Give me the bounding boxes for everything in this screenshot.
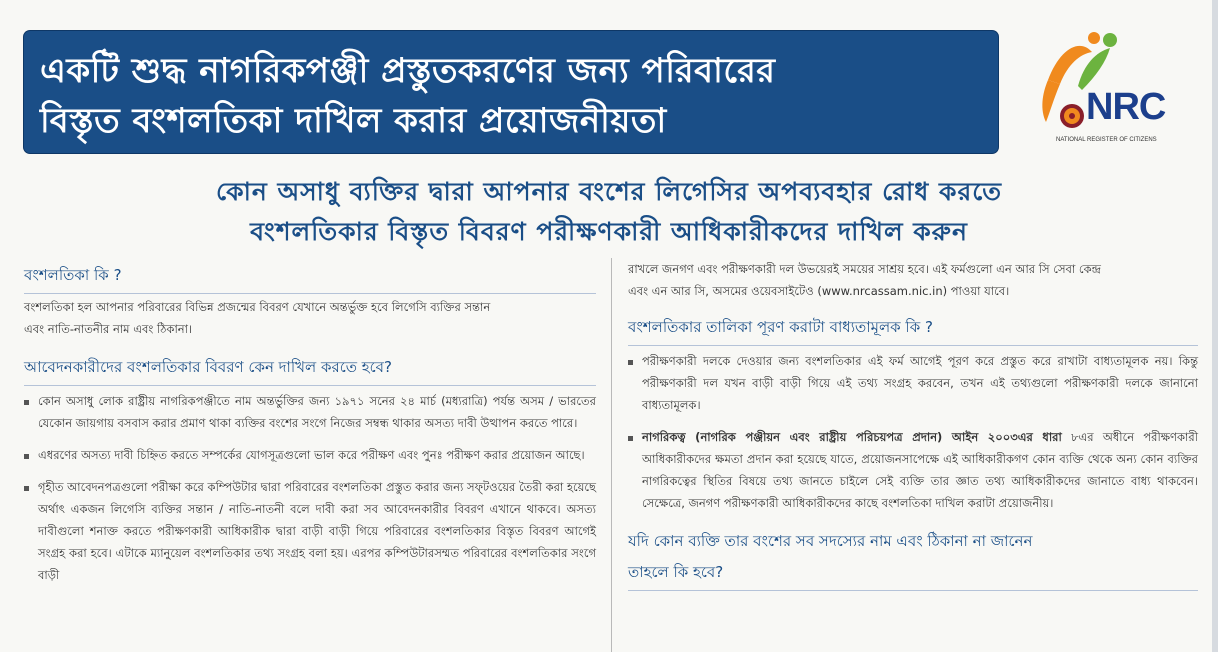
- continued-paragraph-line-2: এবং এন আর সি, অসমের ওয়েবসাইটেও (www.nrcassam.nic.in) পাওয়া যাবে।: [628, 284, 1010, 298]
- page-edge: [1212, 0, 1218, 652]
- logo-wordmark: NRC: [1086, 86, 1166, 128]
- title-banner: [24, 31, 998, 153]
- question-heading-what-is-family-tree: বংশলতিকা কি ?: [24, 264, 596, 294]
- left-column: [24, 258, 596, 586]
- question-heading-why-submit: আবেদনকারীদের বংশলতিকার বিবরণ কেন দাখিল করতে হবে?: [24, 356, 596, 386]
- bullet-square-icon: [628, 350, 642, 416]
- question-heading-is-mandatory: বংশলতিকার তালিকা পূরণ করাটা বাধ্যতামূলক কি ?: [628, 316, 1198, 346]
- bullet-item: [628, 426, 1198, 514]
- bullet-item: [24, 476, 596, 586]
- question-heading-unknown-members-line-2: তাহলে কি হবে?: [628, 561, 1198, 591]
- subheading-line-2: বংশলতিকার বিস্তৃত বিবরণ পরীক্ষণকারী আধিকারীকদের দাখিল করুন: [250, 217, 968, 246]
- nrc-logo: [1020, 28, 1200, 153]
- answer-paragraph-line-1: বংশলতিকা হল আপনার পরিবারের বিভিন্ন প্রজন্মের বিবরণ যেখানে অন্তর্ভুক্ত হবে লিগেসি ব্যক্তির সন্তান: [24, 300, 491, 314]
- bullet-item: [24, 390, 596, 434]
- subheading-line-1: কোন অসাধু ব্যক্তির দ্বারা আপনার বংশের লিগেসির অপব্যবহার রোধ করতে: [215, 177, 1002, 206]
- bullet-square-icon: [628, 426, 642, 514]
- bullet-text: গৃহীত আবেদনপত্রগুলো পরীক্ষা করে কম্পিউটার দ্বারা পরিবারের বংশলতিকা প্রস্তুত করার জন্য সফ্‌টওয়ের তৈরী করা হয়েছে অর্থাৎ একজন লিগেসি ব্যক্তির সন্তান / নাতি-নাতনী বলে দাবী করা সব আবেদনকারীর বিবরণ এখানে থাকবে। অসত্য দাবীগুলো শনাক্ত করতে পরীক্ষণকারী আধিকারীক দ্বারা বাড়ী বাড়ী গিয়ে পরিবারের বংশলতিকার বিস্তৃত বিবরণ আগেই সংগ্রহ করা হবে। এটাকে ম্যানুয়েল বংশলতিকার তথ্য সংগ্রহ বলা হয়। এরপর কম্পিউটারসম্মত পরিবারের বংশলতিকার সংগে বাড়ী: [38, 480, 596, 582]
- banner-title-line-1: একটি শুদ্ধ নাগরিকপঞ্জী প্রস্তুতকরণের জন্য পরিবারের: [40, 51, 776, 91]
- logo-subtitle: NATIONAL REGISTER OF CITIZENS: [1056, 137, 1157, 143]
- bullet-item: [24, 444, 596, 466]
- bullet-square-icon: [24, 444, 38, 466]
- bullet-text: [642, 426, 1198, 514]
- column-divider: [611, 258, 612, 652]
- continued-paragraph-line-1: রাখলে জনগণ এবং পরীক্ষণকারী দল উভয়েরই সময়ের সাশ্রয় হবে। এই ফর্মগুলো এন আর সি সেবা কেন্দ্র: [628, 262, 1101, 276]
- bullet-text: কোন অসাধু লোক রাষ্ট্রীয় নাগরিকপঞ্জীতে নাম অন্তর্ভুক্তির জন্য ১৯৭১ সনের ২৪ মার্চ (মধ্যরাত্রি) পর্যন্ত অসম / ভারতের যেকোন জায়গায় বসবাস করার প্রমাণ থাকা ব্যক্তির বংশের সংগে নিজের সম্বন্ধ থাকার অসত্য দাবী উত্থাপন করতে পারে।: [38, 394, 596, 430]
- bullet-text: পরীক্ষণকারী দলকে দেওয়ার জন্য বংশলতিকার এই ফর্ম আগেই পূরণ করে প্রস্তুত করে রাখাটা বাধ্যতামূলক নয়। কিন্তু পরীক্ষণকারী দল যখন বাড়ী বাড়ী গিয়ে এই তথ্য সংগ্রহ করবেন, তখন এই তথ্যগুলো পরীক্ষণকারী দলকে জানানো বাধ্যতামূলক।: [642, 354, 1198, 412]
- act-citation: নাগরিকত্ব (নাগরিক পঞ্জীয়ন এবং রাষ্ট্রীয় পরিচয়পত্র প্রদান) আইন ২০০৩এর ধারা: [642, 430, 1062, 444]
- question-heading-unknown-members-line-1: যদি কোন ব্যক্তি তার বংশের সব সদস্যের নাম এবং ঠিকানা না জানেন: [628, 532, 1033, 550]
- bullet-text: এধরণের অসত্য দাবী চিহ্নিত করতে সম্পর্কের যোগসূত্রগুলো ভাল করে পরীক্ষণ এবং পুনঃ পরীক্ষণ করার প্রয়োজন আছে।: [38, 448, 585, 462]
- bullet-square-icon: [24, 390, 38, 434]
- answer-paragraph-line-2: এবং নাতি-নাতনীর নাম এবং ঠিকানা।: [24, 322, 193, 336]
- right-column: [628, 258, 1198, 591]
- banner-title-line-2: বিস্তৃত বংশলতিকা দাখিল করার প্রয়োজনীয়তা: [40, 101, 667, 141]
- bullet-square-icon: [24, 476, 38, 586]
- bullet-item: [628, 350, 1198, 416]
- act-explanation: ৮এর অধীনে পরীক্ষণকারী আধিকারীকদের ক্ষমতা প্রদান করা হয়েছে যাতে, প্রয়োজনসাপেক্ষে এই আধিকারীকগণ কোন ব্যক্তি থেকে অন্য কোন ব্যক্তির নাগরিকত্বের স্থিতির বিষয়ে তথ্য জানতে চাইলে সেই ব্যক্তি তার জ্ঞাত তথ্য আধিকারীকদের জানাতে বাধ্য থাকবেন। সেক্ষেত্রে, জনগণ পরীক্ষণকারী আধিকারীকদের কাছে বংশলতিকা দাখিল করাটা প্রয়োজনীয়।: [642, 430, 1199, 510]
